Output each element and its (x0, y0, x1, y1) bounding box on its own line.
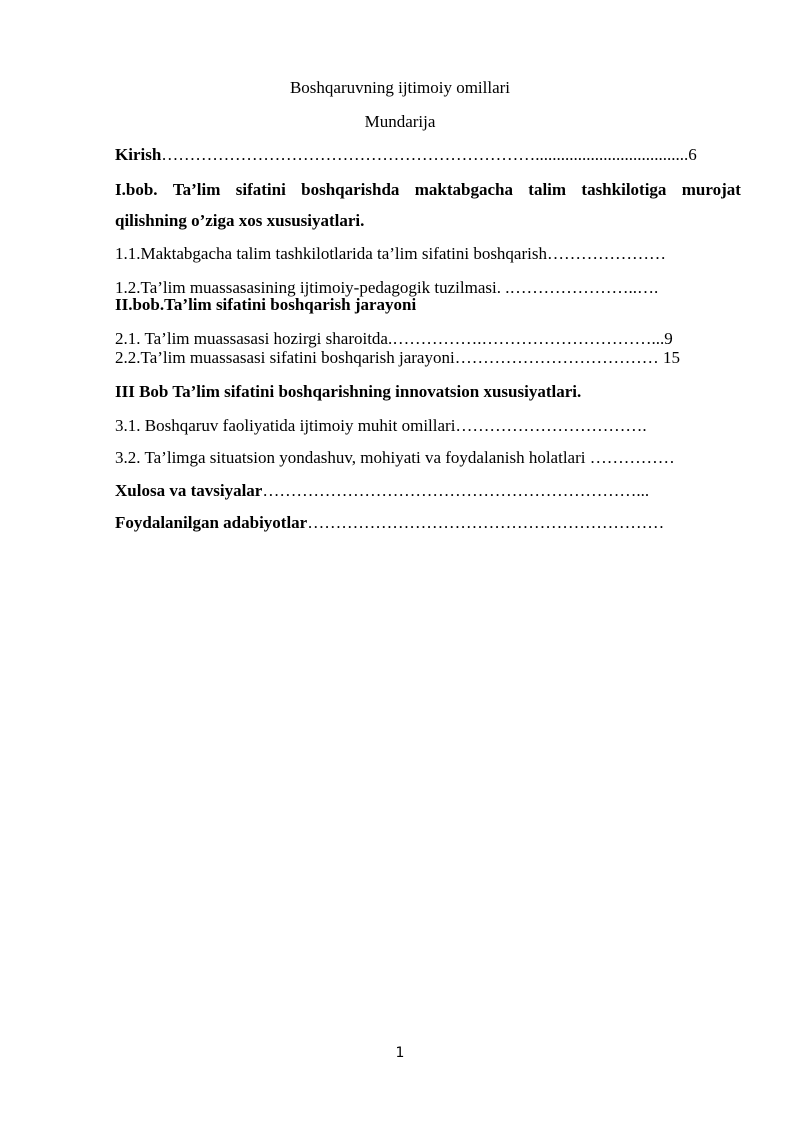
toc-entry-chapter-1[interactable] (115, 180, 741, 200)
toc-entry-leader: …………………………………………………………....................................6 (161, 145, 697, 164)
toc-entry-3-1[interactable]: 3.1. Boshqaruv faoliyatida ijtimoiy muhit omillari……………………………. (115, 416, 647, 435)
toc-word: boshqarishda (301, 180, 400, 199)
toc-entry-1-1[interactable]: 1.1.Maktabgacha talim tashkilotlarida ta’lim sifatini boshqarish………………… (115, 244, 666, 263)
toc-word: murojat (681, 180, 741, 199)
toc-entry-1-2[interactable]: 1.2.Ta’lim muassasasining ijtimoiy-pedagogik tuzilmasi. .…………………..…. (115, 278, 659, 297)
toc-entry-leader: ……………………………………………………… (307, 513, 665, 532)
toc-word: tashkilotiga (581, 180, 667, 199)
toc-entry-kirish[interactable] (115, 145, 697, 165)
toc-heading: Mundarija (364, 112, 436, 131)
toc-word: I.bob. (115, 180, 158, 199)
toc-entry-chapter-2[interactable]: II.bob.Ta’lim sifatini boshqarish jarayoni (115, 295, 417, 314)
toc-entry-2-2[interactable]: 2.2.Ta’lim muassasasi sifatini boshqarish jarayoni……………………………… 15 (115, 348, 680, 367)
toc-entry-3-2[interactable]: 3.2. Ta’limga situatsion yondashuv, mohiyati va foydalanish holatlari …………… (115, 448, 675, 467)
toc-word: maktabgacha (414, 180, 513, 199)
page-number: 1 (395, 1045, 405, 1061)
toc-word: talim (528, 180, 567, 199)
document-title: Boshqaruvning ijtimoiy omillari (289, 78, 511, 97)
toc-entry-adabiyotlar[interactable] (115, 513, 664, 533)
toc-entry-label: Foydalanilgan adabiyotlar (115, 513, 308, 532)
toc-word: sifatini (235, 180, 286, 199)
toc-entry-label: Xulosa va tavsiyalar (115, 481, 263, 500)
toc-entry-xulosa[interactable] (115, 481, 649, 501)
toc-entry-chapter-3[interactable]: III Bob Ta’lim sifatini boshqarishning innovatsion xususiyatlari. (115, 382, 582, 401)
toc-entry-2-1[interactable]: 2.1. Ta’lim muassasasi hozirgi sharoitda.…………….…………………………...9 (115, 329, 673, 348)
toc-entry-leader: …………………………………………………………... (262, 481, 650, 500)
toc-word: Ta’lim (172, 180, 221, 199)
toc-entry-label: Kirish (115, 145, 162, 164)
toc-entry-chapter-1-continued[interactable]: qilishning o’ziga xos xususiyatlari. (115, 211, 365, 230)
